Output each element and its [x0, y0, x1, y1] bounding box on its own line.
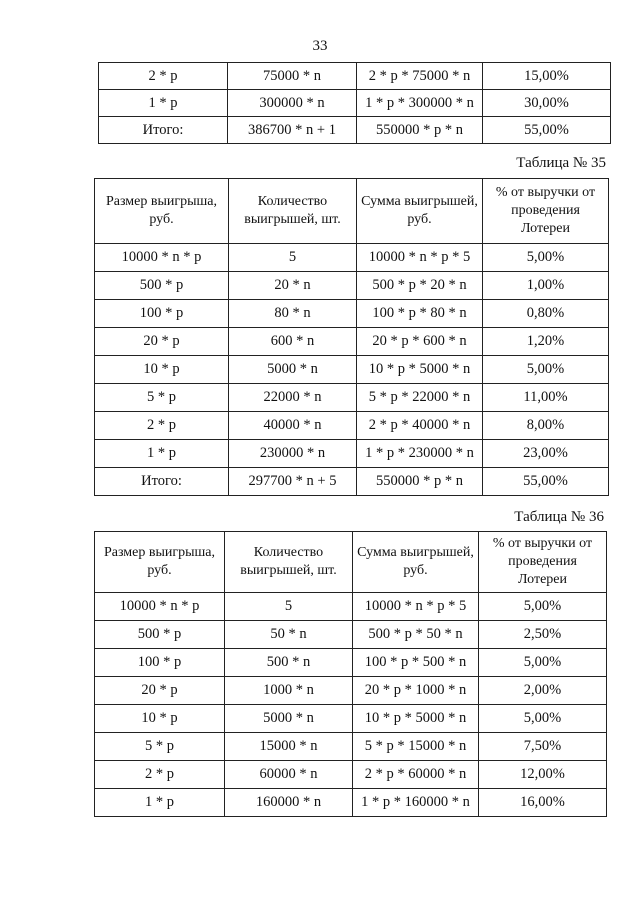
cell-revenue-percent: 7,50%: [479, 733, 607, 761]
cell-prize-sum: 5 * p * 15000 * n: [353, 733, 479, 761]
table-header-row: [95, 532, 607, 593]
table-row: [95, 328, 609, 356]
table-row: [95, 384, 609, 412]
cell-revenue-percent: 1,20%: [483, 328, 609, 356]
cell-prize-count: 300000 * n: [228, 90, 357, 117]
cell-prize-count: 5: [229, 244, 357, 272]
cell-prize-sum: 550000 * p * n: [357, 468, 483, 496]
cell-prize-size: 10000 * n * p: [95, 593, 225, 621]
cell-revenue-percent: 5,00%: [479, 649, 607, 677]
cell-prize-size: 20 * p: [95, 328, 229, 356]
cell-revenue-percent: 23,00%: [483, 440, 609, 468]
cell-prize-size: 100 * p: [95, 649, 225, 677]
cell-prize-size: 1 * p: [95, 440, 229, 468]
header-revenue-percent: % от выручки от проведения Лотереи: [479, 532, 607, 593]
cell-prize-sum: 500 * p * 50 * n: [353, 621, 479, 649]
cell-revenue-percent: 55,00%: [483, 117, 611, 144]
table-row: [95, 244, 609, 272]
cell-prize-count: 50 * n: [225, 621, 353, 649]
cell-prize-sum: 500 * p * 20 * n: [357, 272, 483, 300]
cell-prize-sum: 10000 * n * p * 5: [353, 593, 479, 621]
cell-prize-sum: 10 * p * 5000 * n: [357, 356, 483, 384]
cell-prize-sum: 550000 * p * n: [357, 117, 483, 144]
table-row: [99, 90, 611, 117]
cell-prize-sum: 20 * p * 1000 * n: [353, 677, 479, 705]
cell-prize-count: 5000 * n: [225, 705, 353, 733]
cell-revenue-percent: 0,80%: [483, 300, 609, 328]
table-35-caption: Таблица № 35: [516, 155, 606, 171]
table-row: [95, 761, 607, 789]
table-row: [95, 593, 607, 621]
cell-prize-size: 2 * p: [95, 412, 229, 440]
table-row: [95, 440, 609, 468]
cell-prize-size: 1 * p: [95, 789, 225, 817]
header-prize-count: Количество выигрышей, шт.: [225, 532, 353, 593]
cell-prize-size: 1 * p: [99, 90, 228, 117]
cell-revenue-percent: 5,00%: [483, 356, 609, 384]
cell-prize-count: 386700 * n + 1: [228, 117, 357, 144]
cell-prize-sum: 100 * p * 80 * n: [357, 300, 483, 328]
cell-prize-size: 5 * p: [95, 384, 229, 412]
header-prize-sum: Сумма выигрышей, руб.: [353, 532, 479, 593]
cell-prize-sum: 20 * p * 600 * n: [357, 328, 483, 356]
cell-revenue-percent: 5,00%: [479, 705, 607, 733]
cell-prize-sum: 10 * p * 5000 * n: [353, 705, 479, 733]
cell-prize-count: 22000 * n: [229, 384, 357, 412]
cell-prize-sum: 1 * p * 230000 * n: [357, 440, 483, 468]
cell-prize-count: 297700 * n + 5: [229, 468, 357, 496]
cell-revenue-percent: 2,50%: [479, 621, 607, 649]
cell-prize-sum: 100 * p * 500 * n: [353, 649, 479, 677]
cell-revenue-percent: 1,00%: [483, 272, 609, 300]
table-row: [99, 63, 611, 90]
table-row: [95, 621, 607, 649]
cell-prize-count: 60000 * n: [225, 761, 353, 789]
cell-prize-size: 10 * p: [95, 705, 225, 733]
cell-revenue-percent: 5,00%: [479, 593, 607, 621]
cell-prize-size: 2 * p: [99, 63, 228, 90]
cell-prize-count: 500 * n: [225, 649, 353, 677]
cell-prize-size: 500 * p: [95, 621, 225, 649]
table-36-caption: Таблица № 36: [514, 509, 604, 525]
table-row: [95, 300, 609, 328]
cell-revenue-percent: 8,00%: [483, 412, 609, 440]
table-row: [95, 789, 607, 817]
cell-revenue-percent: 5,00%: [483, 244, 609, 272]
cell-prize-sum: 1 * p * 160000 * n: [353, 789, 479, 817]
page-number: 33: [312, 38, 328, 54]
continuation-table: [98, 62, 611, 144]
cell-revenue-percent: 15,00%: [483, 63, 611, 90]
cell-prize-sum: 5 * p * 22000 * n: [357, 384, 483, 412]
cell-prize-count: 15000 * n: [225, 733, 353, 761]
table-row: [95, 412, 609, 440]
table-35: [94, 178, 609, 496]
cell-prize-sum: 1 * p * 300000 * n: [357, 90, 483, 117]
table-header-row: [95, 179, 609, 244]
cell-prize-count: 20 * n: [229, 272, 357, 300]
cell-prize-size: Итого:: [99, 117, 228, 144]
header-prize-sum: Сумма выигрышей, руб.: [357, 179, 483, 244]
table-row: [95, 356, 609, 384]
cell-prize-count: 80 * n: [229, 300, 357, 328]
table-row: [95, 677, 607, 705]
cell-prize-count: 1000 * n: [225, 677, 353, 705]
cell-prize-count: 5: [225, 593, 353, 621]
cell-revenue-percent: 55,00%: [483, 468, 609, 496]
cell-prize-size: 5 * p: [95, 733, 225, 761]
table-row: [95, 733, 607, 761]
cell-prize-count: 160000 * n: [225, 789, 353, 817]
table-row: [95, 272, 609, 300]
cell-prize-count: 40000 * n: [229, 412, 357, 440]
table-row: [95, 649, 607, 677]
cell-prize-size: 20 * p: [95, 677, 225, 705]
cell-revenue-percent: 30,00%: [483, 90, 611, 117]
cell-prize-count: 230000 * n: [229, 440, 357, 468]
table-row-total: [99, 117, 611, 144]
cell-prize-size: 2 * p: [95, 761, 225, 789]
header-revenue-percent: % от выручки от проведения Лотереи: [483, 179, 609, 244]
cell-revenue-percent: 16,00%: [479, 789, 607, 817]
cell-prize-sum: 2 * p * 75000 * n: [357, 63, 483, 90]
cell-prize-count: 5000 * n: [229, 356, 357, 384]
table-row-total: [95, 468, 609, 496]
cell-prize-size: Итого:: [95, 468, 229, 496]
cell-prize-sum: 2 * p * 60000 * n: [353, 761, 479, 789]
cell-prize-size: 100 * p: [95, 300, 229, 328]
header-prize-size: Размер выигрыша, руб.: [95, 179, 229, 244]
cell-prize-size: 10 * p: [95, 356, 229, 384]
cell-revenue-percent: 2,00%: [479, 677, 607, 705]
cell-prize-size: 500 * p: [95, 272, 229, 300]
cell-prize-sum: 2 * p * 40000 * n: [357, 412, 483, 440]
cell-revenue-percent: 11,00%: [483, 384, 609, 412]
cell-prize-count: 75000 * n: [228, 63, 357, 90]
cell-revenue-percent: 12,00%: [479, 761, 607, 789]
table-36: [94, 531, 607, 817]
table-row: [95, 705, 607, 733]
cell-prize-sum: 10000 * n * p * 5: [357, 244, 483, 272]
cell-prize-count: 600 * n: [229, 328, 357, 356]
header-prize-size: Размер выигрыша, руб.: [95, 532, 225, 593]
cell-prize-size: 10000 * n * p: [95, 244, 229, 272]
header-prize-count: Количество выигрышей, шт.: [229, 179, 357, 244]
